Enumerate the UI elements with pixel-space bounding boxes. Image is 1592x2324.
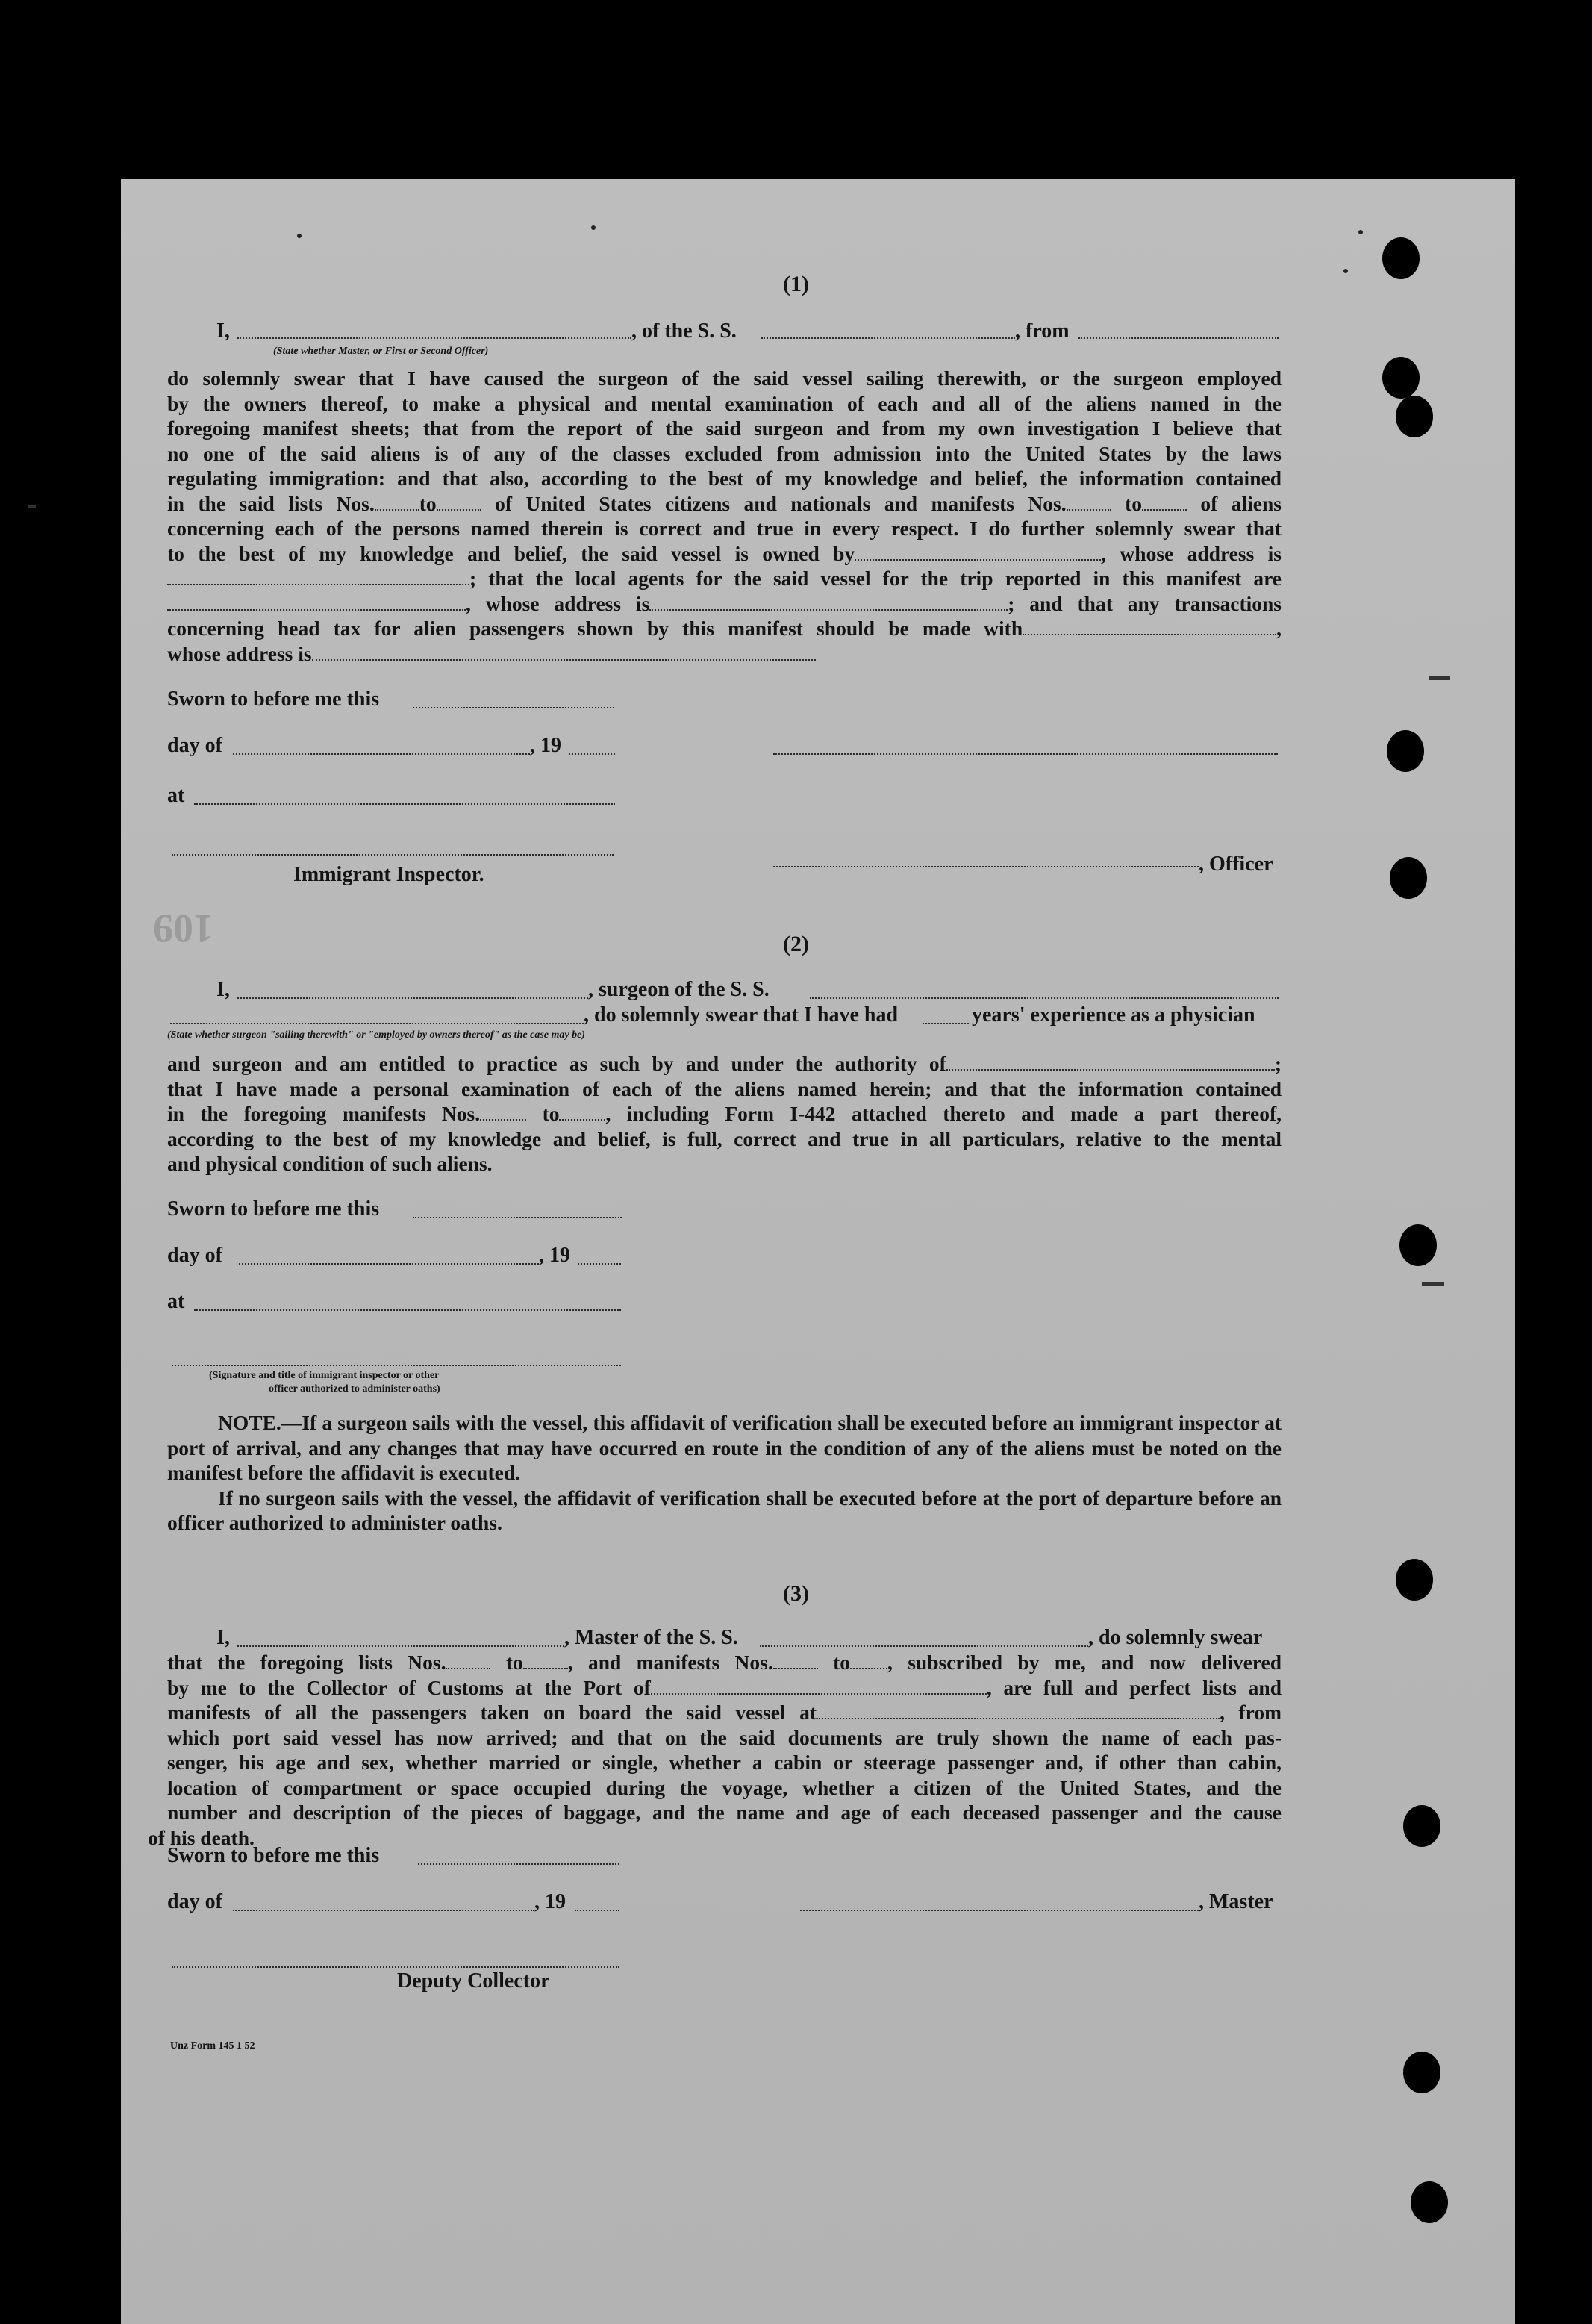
s1-list-from-field[interactable] (375, 493, 419, 511)
s2-line: that I have made a personal examination of each of the aliens named herein; and that the information contained (167, 1077, 1282, 1100)
s1-agent-address-field[interactable] (649, 593, 1008, 611)
s2-day-label: day of (167, 1244, 222, 1267)
punch-hole (1403, 1805, 1440, 1847)
s1-day-field[interactable] (233, 752, 530, 755)
s3-delivered-label: , subscribed by me, and now delivered (887, 1651, 1282, 1674)
s3-deputy-label: Deputy Collector (397, 1969, 550, 1993)
s3-oath-paragraph (148, 1650, 1282, 1850)
s2-to-label: to (542, 1102, 560, 1125)
s1-citizens-label: of United States citizens and nationals and manifests Nos. (495, 491, 1067, 515)
s2-at-field[interactable] (194, 1308, 621, 1311)
s1-owned-label: to the best of my knowledge and belief, the said vessel is owned by (167, 541, 855, 565)
s1-line: foregoing manifest sheets; that from the report of the said surgeon and from my own investigation I believe that (167, 417, 1282, 440)
ink-speck (591, 225, 596, 230)
edge-mark (28, 505, 36, 508)
s2-line: and physical condition of such aliens. (167, 1152, 493, 1175)
s1-officer-name-field[interactable] (237, 336, 631, 339)
punch-hole (1403, 2052, 1440, 2093)
s3-board-label: manifests of all the passengers taken on board the said vessel at (167, 1701, 817, 1724)
s1-to-label: to (419, 491, 437, 515)
s1-owner-address-field[interactable] (167, 567, 469, 585)
s1-aliens-label: of aliens (1200, 491, 1282, 515)
s1-line: by the owners thereof, to make a physical and mental examination of each and all of the aliens named in the (167, 391, 1282, 415)
s3-to-label: to (505, 1651, 523, 1674)
s2-experience-label: years' experience as a physician (972, 1003, 1255, 1027)
s1-lists-label: in the said lists Nos. (167, 491, 375, 515)
s1-year-label: , 19 (530, 734, 561, 757)
s1-inspector-signature-field[interactable] (172, 853, 614, 856)
punch-hole (1396, 396, 1433, 437)
s3-day-label: day of (167, 1890, 222, 1913)
s1-officer-signature-field[interactable] (773, 752, 1278, 755)
punch-hole (1411, 2181, 1448, 2223)
punch-hole (1382, 357, 1420, 399)
s2-manifests-label: in the foregoing manifests Nos. (167, 1102, 481, 1125)
s1-officer-label: , Officer (1199, 853, 1273, 876)
s1-agent-field[interactable] (167, 593, 466, 611)
s1-owner-field[interactable] (855, 543, 1101, 561)
s1-i-label: I, (216, 320, 230, 343)
s2-sworn-field[interactable] (413, 1215, 622, 1218)
s2-swear-label: , do solemnly swear that I have had (584, 1003, 899, 1027)
s2-surgeon-note: (State whether surgeon "sailing therewith" or "employed by owners thereof" as the case may be) (167, 1029, 585, 1041)
s1-from-field[interactable] (1078, 336, 1279, 339)
s2-manifest-to-field[interactable] (559, 1103, 605, 1121)
s3-port-field[interactable] (651, 1677, 987, 1695)
s1-manifest-from-field[interactable] (1067, 493, 1111, 511)
s3-to-label-2: to (833, 1651, 850, 1674)
section-2-number: (2) (783, 932, 809, 956)
s1-line: regulating immigration: and that also, according to the best of my knowledge and belief, the information contained (167, 467, 1282, 490)
s3-swear-label: , do solemnly swear (1088, 1626, 1263, 1649)
s1-whose-label: whose address is (167, 641, 312, 665)
s3-lists-label: that the foregoing lists Nos. (167, 1651, 446, 1674)
s2-form-label: , including Form I-442 attached thereto and made a part thereof, (605, 1102, 1282, 1125)
s1-sworn-field[interactable] (413, 705, 614, 708)
s1-line: no one of the said aliens is of any of the classes excluded from admission into the United States by the laws (167, 441, 1282, 465)
s1-oath-paragraph (167, 366, 1282, 666)
s2-note-block (167, 1410, 1282, 1536)
s1-officer-title-field[interactable] (773, 865, 1199, 867)
show-through-number: 109 (153, 906, 213, 951)
s1-to-label-2: to (1125, 491, 1142, 515)
s2-line-manifests (167, 1101, 1282, 1127)
s3-line-vessel-at (167, 1700, 1282, 1725)
s3-vessel-field[interactable] (760, 1644, 1088, 1647)
s2-signature-note-1: (Signature and title of immigrant inspector or other (209, 1370, 440, 1381)
s3-manifest-from-field[interactable] (773, 1651, 818, 1669)
s3-sworn-field[interactable] (418, 1862, 619, 1865)
s3-line: senger, his age and sex, whether married or single, whether a cabin or steerage passenger and, if other than cabin, (167, 1751, 1282, 1774)
s3-year-label: , 19 (534, 1890, 566, 1913)
s3-day-field[interactable] (233, 1908, 534, 1911)
s3-manifests-label: , and manifests Nos. (567, 1651, 773, 1674)
s2-oath-paragraph (167, 1051, 1282, 1177)
s2-line-authority (167, 1051, 1282, 1077)
s3-master-name-field[interactable] (237, 1644, 564, 1647)
s1-year-field[interactable] (569, 752, 615, 755)
punch-hole (1390, 857, 1427, 899)
s2-years-field[interactable] (923, 1021, 969, 1024)
s1-inspector-label: Immigrant Inspector. (293, 863, 484, 886)
s2-signature-note-2: officer authorized to administer oaths) (269, 1383, 440, 1395)
s1-manifest-to-field[interactable] (1142, 493, 1187, 511)
s1-line: do solemnly swear that I have caused the surgeon of the said vessel sailing therewith, or the surgeon employed (167, 367, 1282, 390)
section-3-number: (3) (783, 1581, 809, 1606)
s1-line-headtax (167, 616, 1282, 641)
s1-of-ss-label: , of the S. S. (631, 320, 737, 343)
s3-list-to-field[interactable] (523, 1651, 568, 1669)
s2-signature-field[interactable] (172, 1363, 621, 1366)
edge-mark (1422, 1282, 1444, 1286)
s2-semicolon: ; (1274, 1052, 1282, 1075)
s1-agent-address-label: , whose address is (466, 591, 650, 615)
s2-i-label: I, (216, 978, 230, 1001)
ink-speck (297, 234, 302, 238)
s1-at-field[interactable] (194, 802, 615, 805)
s1-line-owner (167, 541, 1282, 567)
s3-list-from-field[interactable] (446, 1651, 490, 1669)
s2-vessel-field[interactable] (810, 996, 1279, 999)
s3-perfect-label: , are full and perfect lists and (986, 1675, 1282, 1699)
s3-i-label: I, (216, 1626, 230, 1649)
s1-sworn-label: Sworn to before me this (167, 688, 380, 711)
s1-whose-address-field[interactable] (312, 643, 816, 661)
s1-at-label: at (167, 784, 185, 807)
s2-authority-label: and surgeon and am entitled to practice as such by and under the authority of (167, 1052, 946, 1075)
s3-deputy-signature-field[interactable] (172, 1965, 619, 1968)
s3-manifest-to-field[interactable] (850, 1651, 887, 1669)
s2-year-label: , 19 (539, 1244, 570, 1267)
s2-at-label: at (167, 1290, 185, 1313)
punch-hole (1387, 730, 1424, 772)
s2-day-field[interactable] (239, 1262, 539, 1265)
s3-port-label: by me to the Collector of Customs at the Port of (167, 1675, 651, 1699)
s1-line-whose (167, 641, 1282, 667)
s3-line: which port said vessel has now arrived; and that on the said documents are truly shown the name of each pas- (167, 1725, 1282, 1749)
s2-manifest-from-field[interactable] (480, 1103, 526, 1121)
s1-vessel-field[interactable] (761, 336, 1015, 339)
section-1-number: (1) (783, 272, 809, 296)
punch-hole (1399, 1224, 1437, 1266)
s3-from-label: , from (1220, 1701, 1282, 1724)
s2-sworn-label: Sworn to before me this (167, 1197, 380, 1221)
s1-line: concerning each of the persons named therein is correct and true in every respect. I do further solemnly swear that (167, 517, 1282, 540)
s1-line-lists (167, 491, 1282, 517)
s1-address-label: , whose address is (1101, 541, 1282, 565)
s3-line-port (167, 1675, 1282, 1701)
s1-list-to-field[interactable] (437, 493, 481, 511)
s3-master-signature-field[interactable] (800, 1908, 1199, 1911)
s3-master-label: , Master of the S. S. (564, 1626, 738, 1649)
s1-from-label: , from (1015, 320, 1070, 343)
s2-note-no-surgeon: If no surgeon sails with the vessel, the affidavit of verification shall be executed before at the port of departure before an officer authorized to administer oaths. (167, 1486, 1282, 1534)
s3-sworn-label: Sworn to before me this (167, 1844, 380, 1867)
s3-line: location of compartment or space occupied during the voyage, whether a citizen of the United States, and the (167, 1775, 1282, 1799)
s1-transactions-label: ; and that any transactions (1008, 591, 1282, 615)
form-number: Unz Form 145 1 52 (170, 2040, 255, 2052)
s3-board-port-field[interactable] (817, 1701, 1220, 1719)
s2-authority-field[interactable] (946, 1053, 1275, 1071)
s3-year-field[interactable] (575, 1908, 619, 1911)
s1-headtax-field[interactable] (1023, 617, 1276, 635)
edge-mark (1429, 676, 1450, 680)
s1-line-agent-address (167, 591, 1282, 617)
s1-line-agents (167, 566, 1282, 591)
s1-officer-note: (State whether Master, or First or Second Officer) (273, 346, 489, 357)
ink-speck (1358, 230, 1363, 234)
s2-surgeon-name-field[interactable] (237, 996, 588, 999)
s1-agents-label: ; that the local agents for the said vessel for the trip reported in this manifest are (469, 567, 1282, 590)
s2-status-field[interactable] (170, 1021, 584, 1024)
s1-headtax-label: concerning head tax for alien passengers shown by this manifest should be made with (167, 617, 1023, 640)
s3-line-lists (167, 1650, 1282, 1675)
s2-surgeon-label: , surgeon of the S. S. (588, 978, 770, 1001)
s3-master-sign-label: , Master (1199, 1890, 1273, 1913)
s1-comma: , (1276, 617, 1282, 640)
s1-day-label: day of (167, 734, 222, 757)
s2-note-surgeon: NOTE.—If a surgeon sails with the vessel, this affidavit of verification shall be executed before an immigrant inspector at port of arrival, and any changes that may have occurred en route in the condition of any of the aliens must be noted on the manifest before the affidavit is executed. (167, 1411, 1282, 1484)
s2-year-field[interactable] (578, 1262, 621, 1265)
s3-line: of his death. (148, 1825, 255, 1849)
s3-line: number and description of the pieces of baggage, and the name and age of each deceased passenger and the cause (167, 1801, 1282, 1824)
s2-line: according to the best of my knowledge and belief, is full, correct and true in all particulars, relative to the mental (167, 1127, 1282, 1150)
